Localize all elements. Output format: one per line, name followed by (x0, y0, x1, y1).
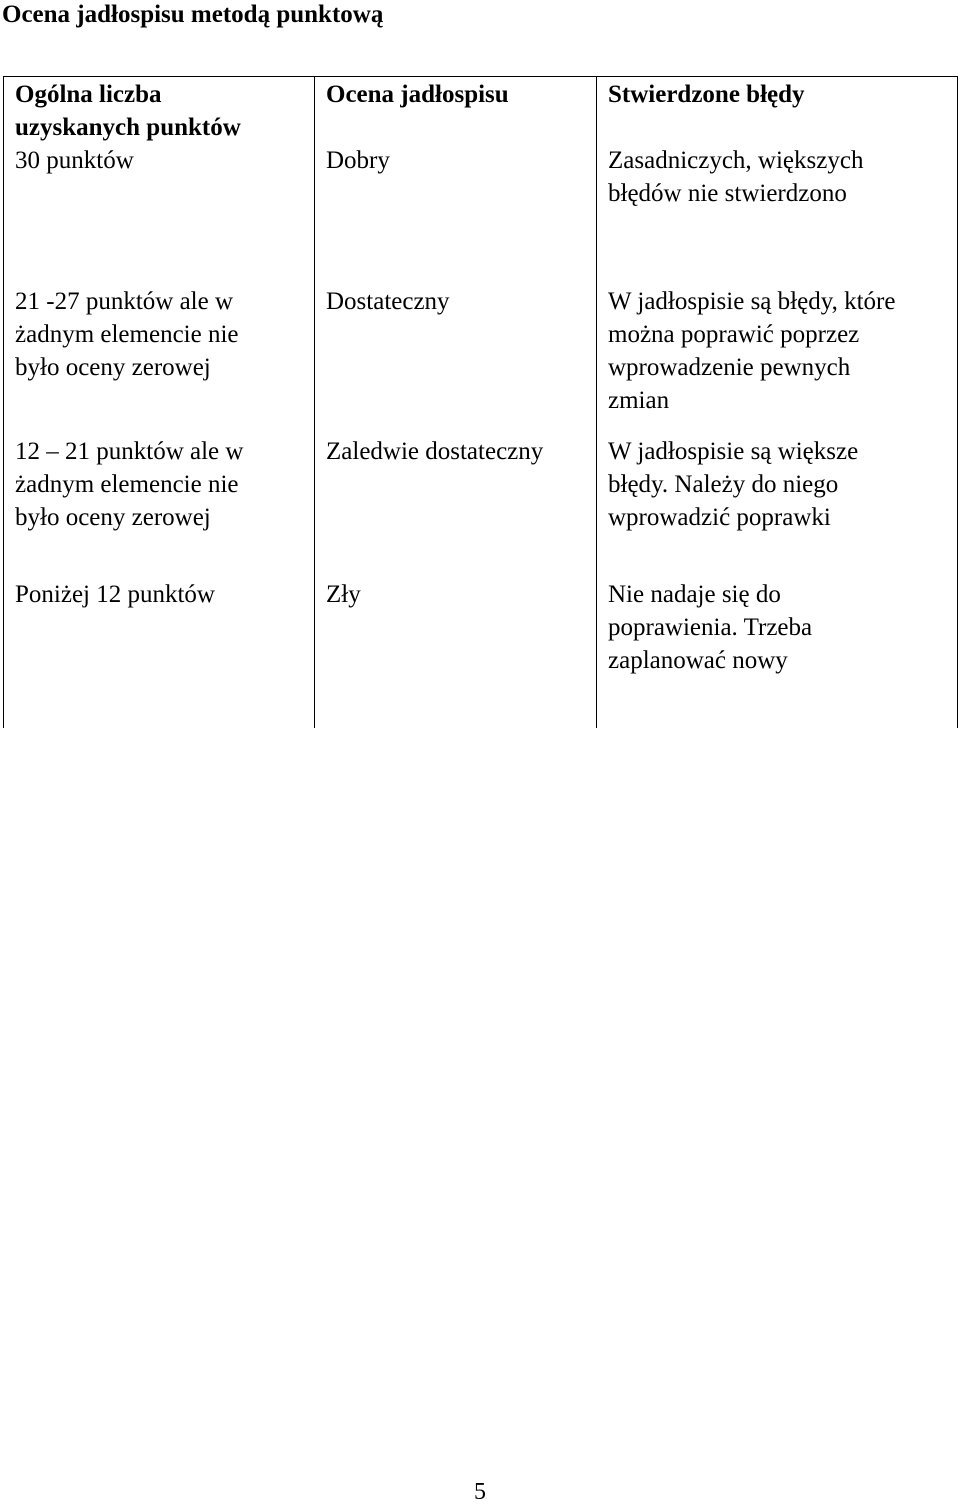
cell-line: Poniżej 12 punktów (15, 581, 215, 608)
cell-points (4, 573, 315, 728)
table-row (4, 435, 958, 573)
cell-rating (315, 144, 597, 278)
cell-line: zmian (608, 387, 670, 414)
cell-line: Dobry (326, 147, 390, 174)
cell-points (4, 144, 315, 278)
cell-line: było oceny zerowej (15, 504, 211, 531)
cell-line: Zły (326, 581, 361, 608)
header-errors (597, 77, 958, 145)
menu-score-table (3, 76, 958, 728)
cell-rating (315, 278, 597, 435)
header-points-line: Ogólna liczba (15, 81, 162, 108)
cell-rating (315, 573, 597, 728)
cell-line: W jadłospisie są błędy, które (608, 288, 896, 315)
table-header-row (4, 77, 958, 145)
cell-errors (597, 435, 958, 573)
cell-points (4, 435, 315, 573)
header-rating-line: Ocena jadłospisu (326, 81, 509, 108)
cell-line: poprawienia. Trzeba (608, 614, 813, 641)
cell-line: żadnym elemencie nie (15, 321, 239, 348)
table-row (4, 573, 958, 728)
cell-line: 21 -27 punktów ale w (15, 288, 234, 315)
table-row (4, 278, 958, 435)
header-rating (315, 77, 597, 145)
cell-line: można poprawić poprzez (608, 321, 860, 348)
cell-line: zaplanować nowy (608, 647, 788, 674)
cell-line: było oceny zerowej (15, 354, 211, 381)
cell-line: Zasadniczych, większych (608, 147, 864, 174)
cell-errors (597, 144, 958, 278)
cell-points (4, 278, 315, 435)
cell-line: błędy. Należy do niego (608, 471, 839, 498)
cell-line: 30 punktów (15, 147, 134, 174)
cell-line: Nie nadaje się do (608, 581, 781, 608)
cell-errors (597, 573, 958, 728)
cell-line: Dostateczny (326, 288, 450, 315)
page-number: 5 (474, 1479, 486, 1505)
cell-errors (597, 278, 958, 435)
cell-rating (315, 435, 597, 573)
header-points (4, 77, 315, 145)
cell-line: W jadłospisie są większe (608, 438, 859, 465)
cell-line: 12 – 21 punktów ale w (15, 438, 244, 465)
cell-line: błędów nie stwierdzono (608, 180, 847, 207)
table-row (4, 144, 958, 278)
cell-line: wprowadzić poprawki (608, 504, 831, 531)
cell-line: żadnym elemencie nie (15, 471, 239, 498)
header-errors-line: Stwierdzone błędy (608, 81, 805, 108)
document-title: Ocena jadłospisu metodą punktową (2, 1, 384, 28)
header-points-line: uzyskanych punktów (15, 114, 241, 141)
cell-line: Zaledwie dostateczny (326, 438, 544, 465)
cell-line: wprowadzenie pewnych (608, 354, 851, 381)
